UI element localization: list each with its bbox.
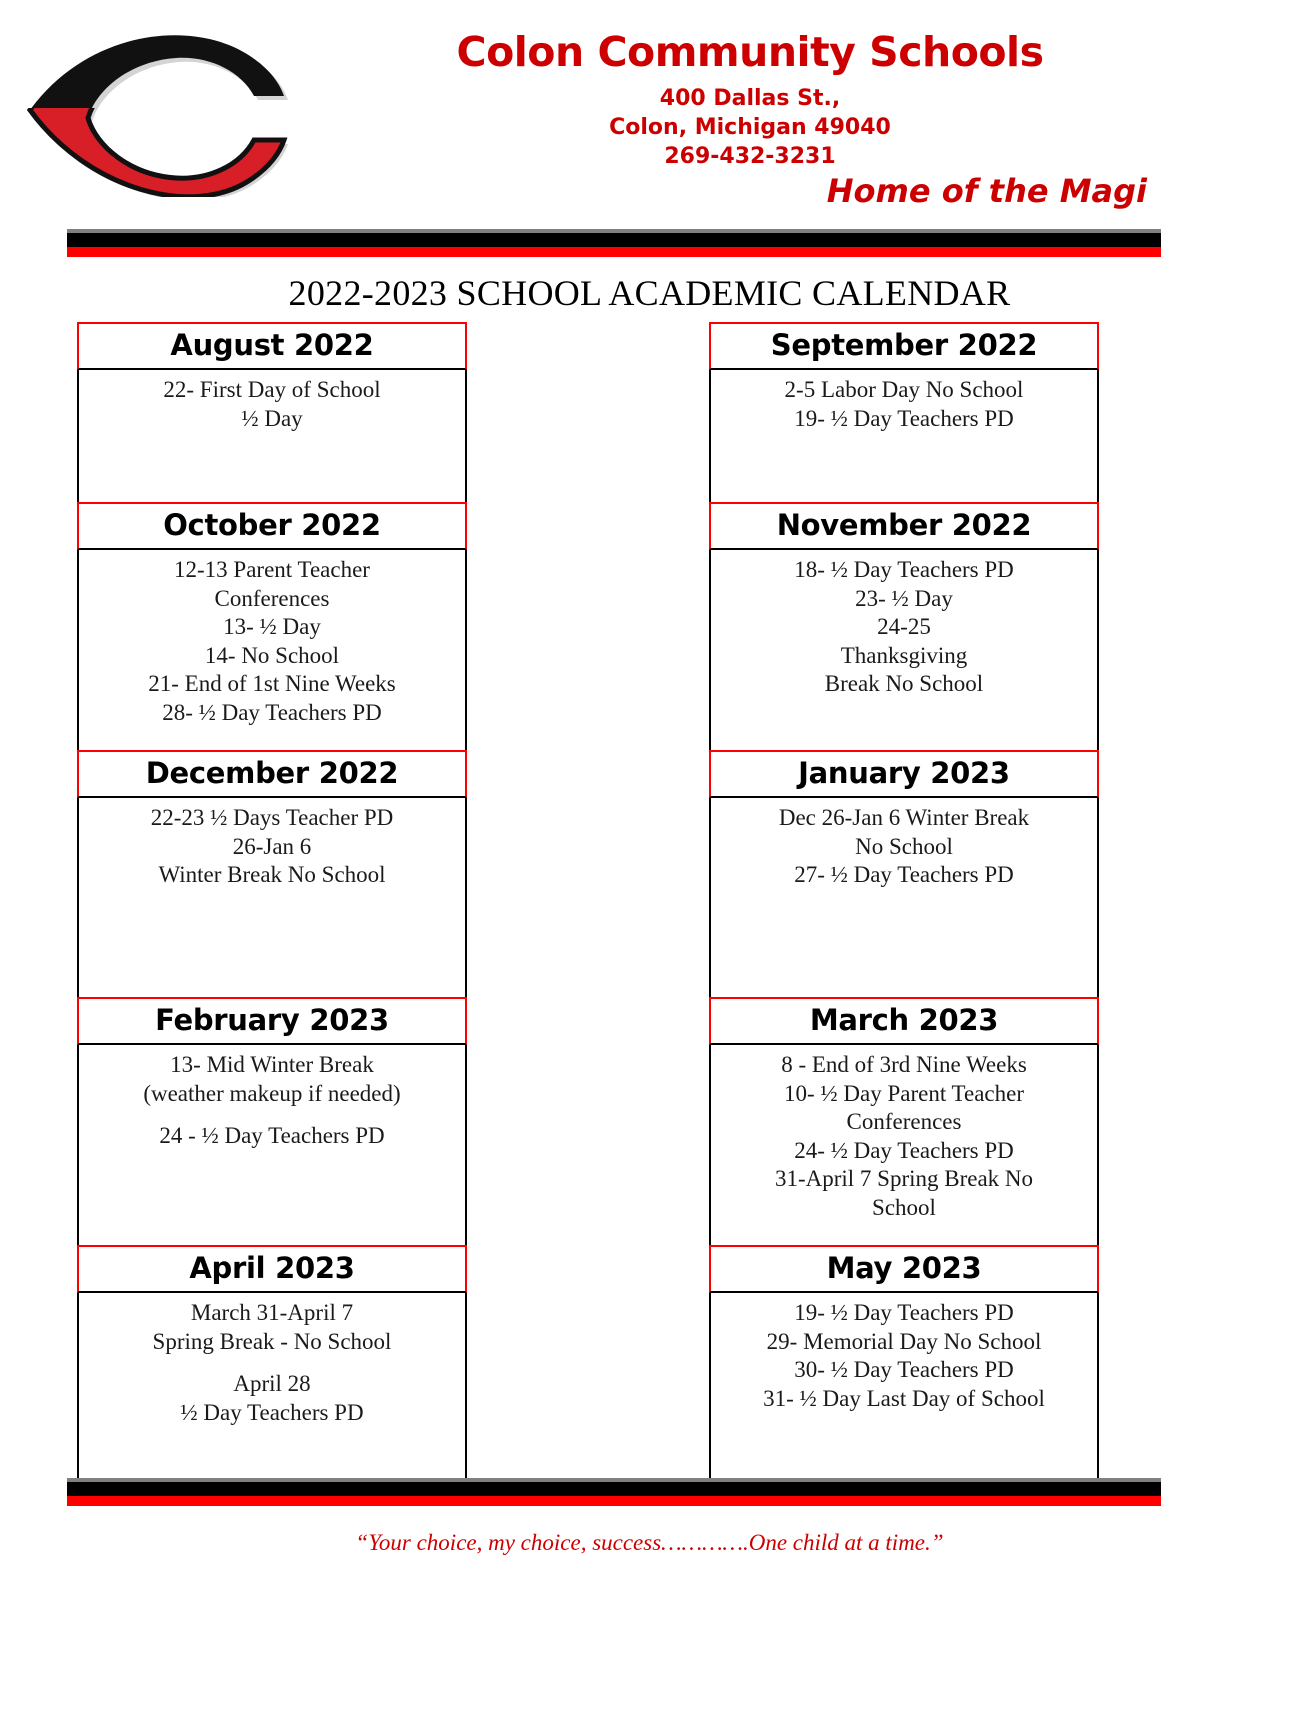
event-line: 13- ½ Day: [223, 614, 321, 640]
school-phone: 269-432-3231: [664, 144, 836, 170]
month-events: [709, 798, 1099, 997]
month-header: May 2023: [709, 1245, 1099, 1293]
event-line: 30- ½ Day Teachers PD: [794, 1357, 1014, 1383]
month-events: [709, 1045, 1099, 1245]
event-line: School: [872, 1194, 936, 1220]
divider-red-bar: [67, 247, 1161, 257]
event-line: 14- No School: [204, 642, 340, 668]
event-line: Winter Break No School: [158, 862, 386, 888]
address-line-2: Colon, Michigan 49040: [609, 115, 891, 141]
month-header: February 2023: [77, 997, 467, 1045]
month-events: [77, 1293, 467, 1489]
event-line: 31- ½ Day Last Day of School: [763, 1385, 1045, 1411]
event-line: 23- ½ Day: [855, 585, 953, 611]
month-events: [709, 370, 1099, 502]
event-line: ½ Day Teachers PD: [180, 1399, 364, 1425]
event-line: Break No School: [824, 671, 984, 697]
divider-bottom: [67, 1478, 1161, 1506]
month-box: [77, 997, 467, 1245]
school-name: Colon Community Schools: [456, 28, 1044, 76]
month-header: January 2023: [709, 750, 1099, 798]
month-events: [77, 550, 467, 750]
school-address-block: [300, 84, 1200, 171]
school-motto: Home of the Magi: [826, 172, 1147, 210]
divider-black-bar: [67, 1482, 1161, 1496]
month-events: [709, 550, 1099, 750]
month-events: [709, 1293, 1099, 1489]
event-line: 29- Memorial Day No School: [766, 1328, 1042, 1354]
event-line: Conferences: [846, 1109, 962, 1135]
event-line: 8 - End of 3rd Nine Weeks: [781, 1052, 1027, 1077]
divider-top: [67, 229, 1161, 257]
event-line: 10- ½ Day Parent Teacher: [783, 1080, 1024, 1106]
event-line: 27- ½ Day Teachers PD: [794, 862, 1014, 888]
event-line: 24-25: [877, 614, 931, 640]
month-header: August 2022: [77, 322, 467, 370]
event-line: 28- ½ Day Teachers PD: [162, 699, 382, 725]
calendar-column-left: [77, 322, 467, 1489]
month-header: April 2023: [77, 1245, 467, 1293]
event-line: 24 - ½ Day Teachers PD: [159, 1123, 385, 1149]
month-header: October 2022: [77, 502, 467, 550]
divider-black-bar: [67, 233, 1161, 247]
event-line: 24- ½ Day Teachers PD: [794, 1137, 1014, 1163]
event-line: March 31-April 7: [190, 1300, 354, 1325]
event-line: 21- End of 1st Nine Weeks: [148, 671, 396, 697]
month-box: [77, 750, 467, 997]
month-header: March 2023: [709, 997, 1099, 1045]
event-line: Spring Break - No School: [152, 1328, 392, 1354]
event-line: 26-Jan 6: [232, 833, 312, 859]
event-line: 19- ½ Day Teachers PD: [794, 405, 1014, 431]
event-line: 13- Mid Winter Break: [170, 1052, 374, 1077]
event-line: 22-23 ½ Days Teacher PD: [150, 805, 394, 830]
month-events: [77, 1045, 467, 1245]
event-line: 2-5 Labor Day No School: [784, 377, 1024, 402]
month-box: [709, 997, 1099, 1245]
month-header: September 2022: [709, 322, 1099, 370]
event-line: Dec 26-Jan 6 Winter Break: [778, 805, 1030, 830]
footer-quote: “Your choice, my choice, success………….One child at a time.”: [355, 1530, 944, 1555]
event-line: 19- ½ Day Teachers PD: [794, 1300, 1014, 1325]
month-box: [709, 750, 1099, 997]
month-header: November 2022: [709, 502, 1099, 550]
month-header: December 2022: [77, 750, 467, 798]
event-line: 22- First Day of School: [163, 377, 381, 402]
event-line: ½ Day: [241, 405, 303, 431]
month-box: [77, 502, 467, 750]
event-line: (weather makeup if needed): [143, 1080, 401, 1106]
month-box: [77, 322, 467, 502]
event-line: Thanksgiving: [840, 642, 968, 668]
event-line: No School: [855, 833, 953, 859]
month-events: [77, 370, 467, 502]
month-events: [77, 798, 467, 997]
calendar-title: 2022-2023 SCHOOL ACADEMIC CALENDAR: [288, 273, 1011, 313]
colon-c-logo-icon: [18, 22, 288, 197]
address-line-1: 400 Dallas St.,: [659, 86, 841, 111]
calendar-column-right: [709, 322, 1099, 1489]
month-box: [77, 1245, 467, 1489]
event-spacer: [79, 1108, 465, 1122]
event-line: Conferences: [214, 585, 330, 611]
event-spacer: [79, 1356, 465, 1370]
month-box: [709, 322, 1099, 502]
month-box: [709, 1245, 1099, 1489]
event-line: 31-April 7 Spring Break No: [774, 1166, 1034, 1192]
event-line: 12-13 Parent Teacher: [174, 557, 370, 582]
event-line: April 28: [233, 1371, 311, 1397]
page-header: [0, 0, 1299, 225]
event-line: 18- ½ Day Teachers PD: [794, 557, 1014, 582]
month-box: [709, 502, 1099, 750]
divider-red-bar: [67, 1496, 1161, 1506]
